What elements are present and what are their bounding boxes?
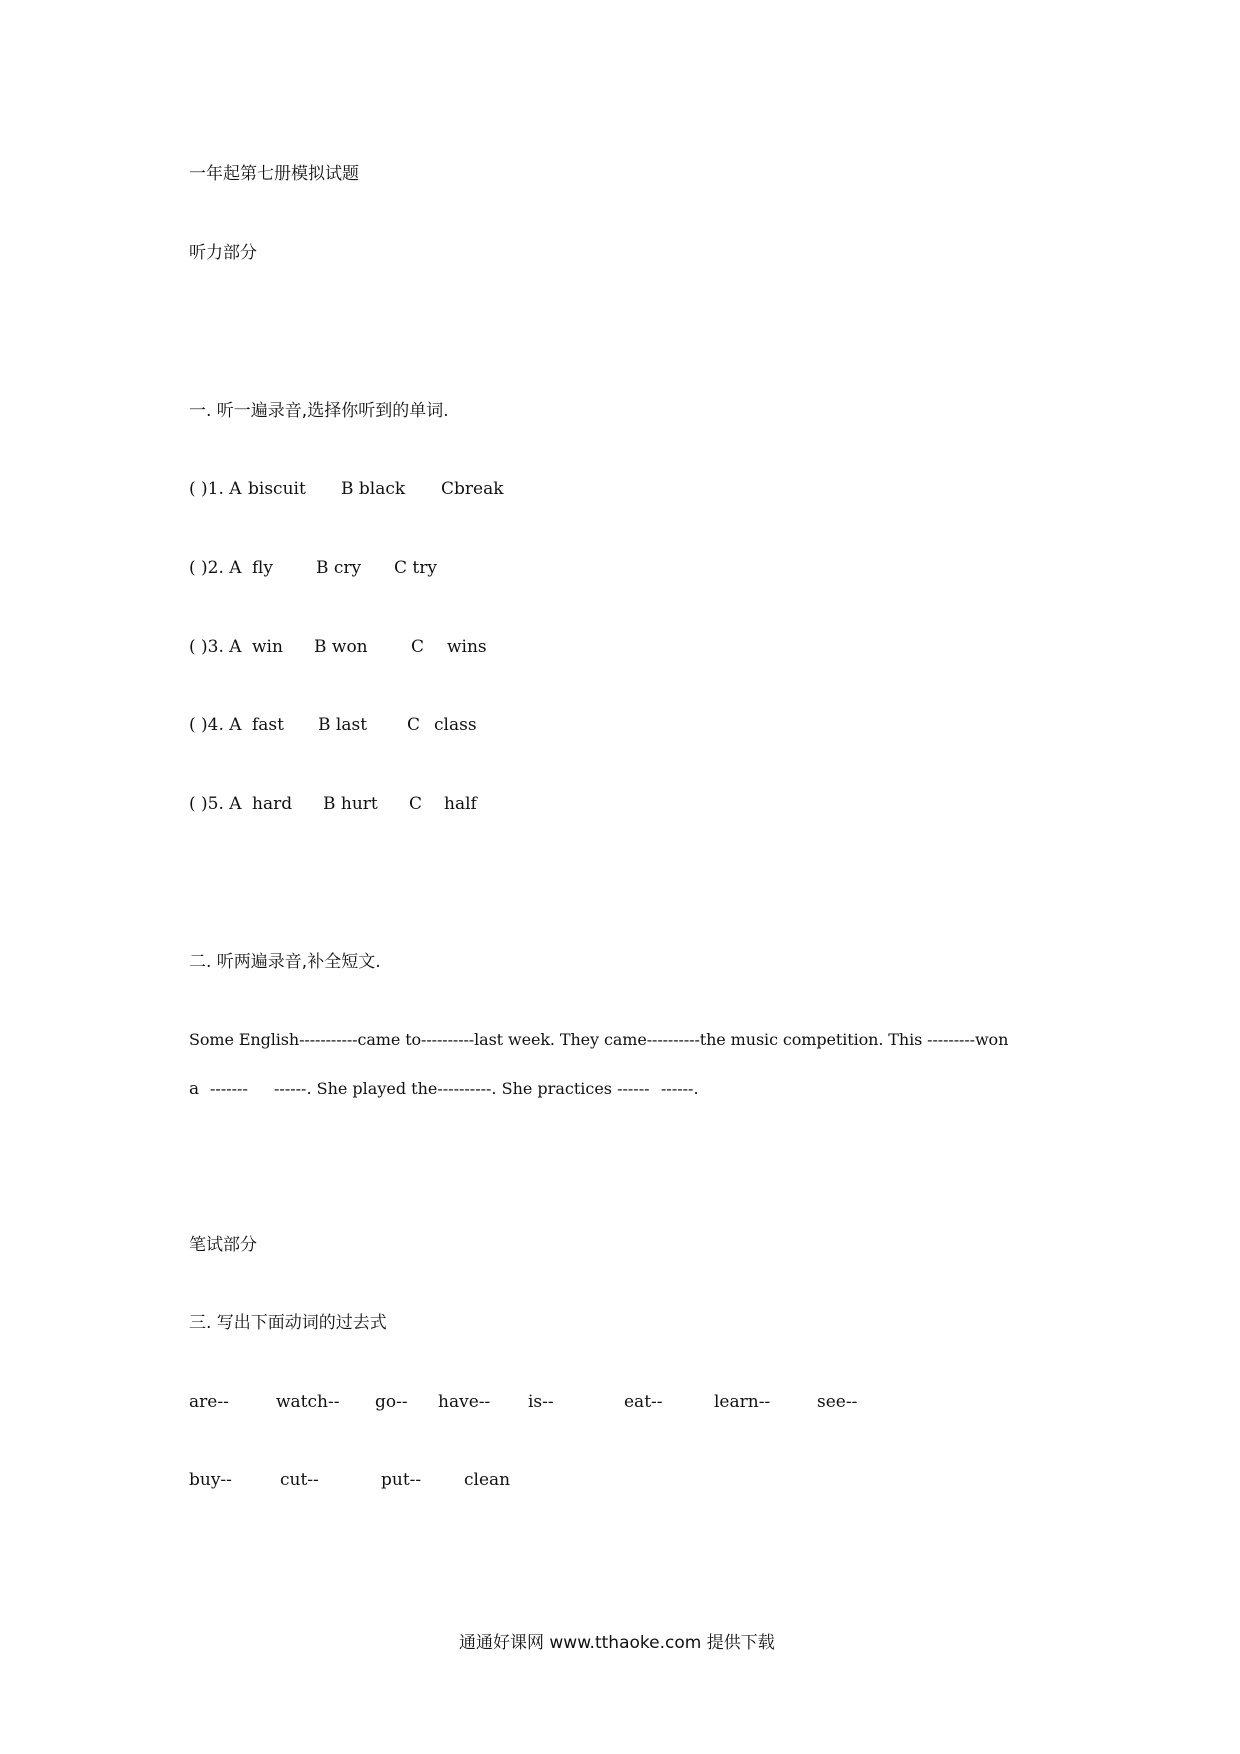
option-a: win	[252, 637, 283, 657]
option-a: fly	[252, 558, 273, 578]
option-a: hard	[252, 794, 293, 814]
verb-item: clean	[464, 1470, 511, 1490]
doc-title: 一年起第七册模拟试题	[189, 164, 359, 184]
option-c: C	[407, 715, 421, 735]
option-c: C try	[394, 558, 437, 578]
option-c-word: half	[444, 794, 477, 814]
verb-item: buy--	[189, 1470, 232, 1490]
section1-title: 一. 听一遍录音,选择你听到的单词.	[189, 401, 449, 421]
verb-item: see--	[817, 1392, 858, 1412]
option-b: B won	[314, 637, 368, 657]
verb-item: eat--	[624, 1392, 663, 1412]
passage-text: ------. She played the----------. She practices ------	[274, 1079, 650, 1098]
option-b: B cry	[316, 558, 362, 578]
option-b: B black	[341, 479, 406, 499]
passage-word-a: a	[189, 1079, 200, 1099]
option-c-word: wins	[447, 637, 487, 657]
option-a: biscuit	[248, 479, 306, 499]
section2-title: 二. 听两遍录音,补全短文.	[189, 952, 381, 972]
verb-item: cut--	[280, 1470, 319, 1490]
section3-title: 三. 写出下面动词的过去式	[189, 1313, 387, 1333]
passage-blank-end: ------.	[661, 1079, 699, 1098]
question-number: ( )2. A	[189, 558, 242, 578]
option-c: Cbreak	[441, 479, 504, 499]
option-c: C	[411, 637, 425, 657]
verb-item: are--	[189, 1392, 229, 1412]
verb-item: put--	[381, 1470, 422, 1490]
footer-credit: 通通好课网 www.tthaoke.com 提供下载	[459, 1633, 775, 1653]
passage-line-1: Some English-----------came to----------last week. They came----------the music competition. This ---------won	[189, 1030, 1009, 1049]
question-number: ( )4. A	[189, 715, 242, 735]
option-b: B hurt	[323, 794, 378, 814]
passage-blank: -------	[210, 1079, 248, 1098]
question-number: ( )5. A	[189, 794, 242, 814]
verb-item: learn--	[714, 1392, 771, 1412]
written-header: 笔试部分	[189, 1235, 257, 1255]
verb-item: have--	[438, 1392, 491, 1412]
question-number: ( )1. A	[189, 479, 242, 499]
option-c: C	[409, 794, 423, 814]
option-a: fast	[252, 715, 284, 735]
option-b: B last	[318, 715, 368, 735]
verb-item: go--	[375, 1392, 408, 1412]
question-number: ( )3. A	[189, 637, 242, 657]
verb-item: is--	[528, 1392, 554, 1412]
verb-item: watch--	[276, 1392, 340, 1412]
listening-header: 听力部分	[189, 243, 257, 263]
option-c-word: class	[434, 715, 477, 735]
